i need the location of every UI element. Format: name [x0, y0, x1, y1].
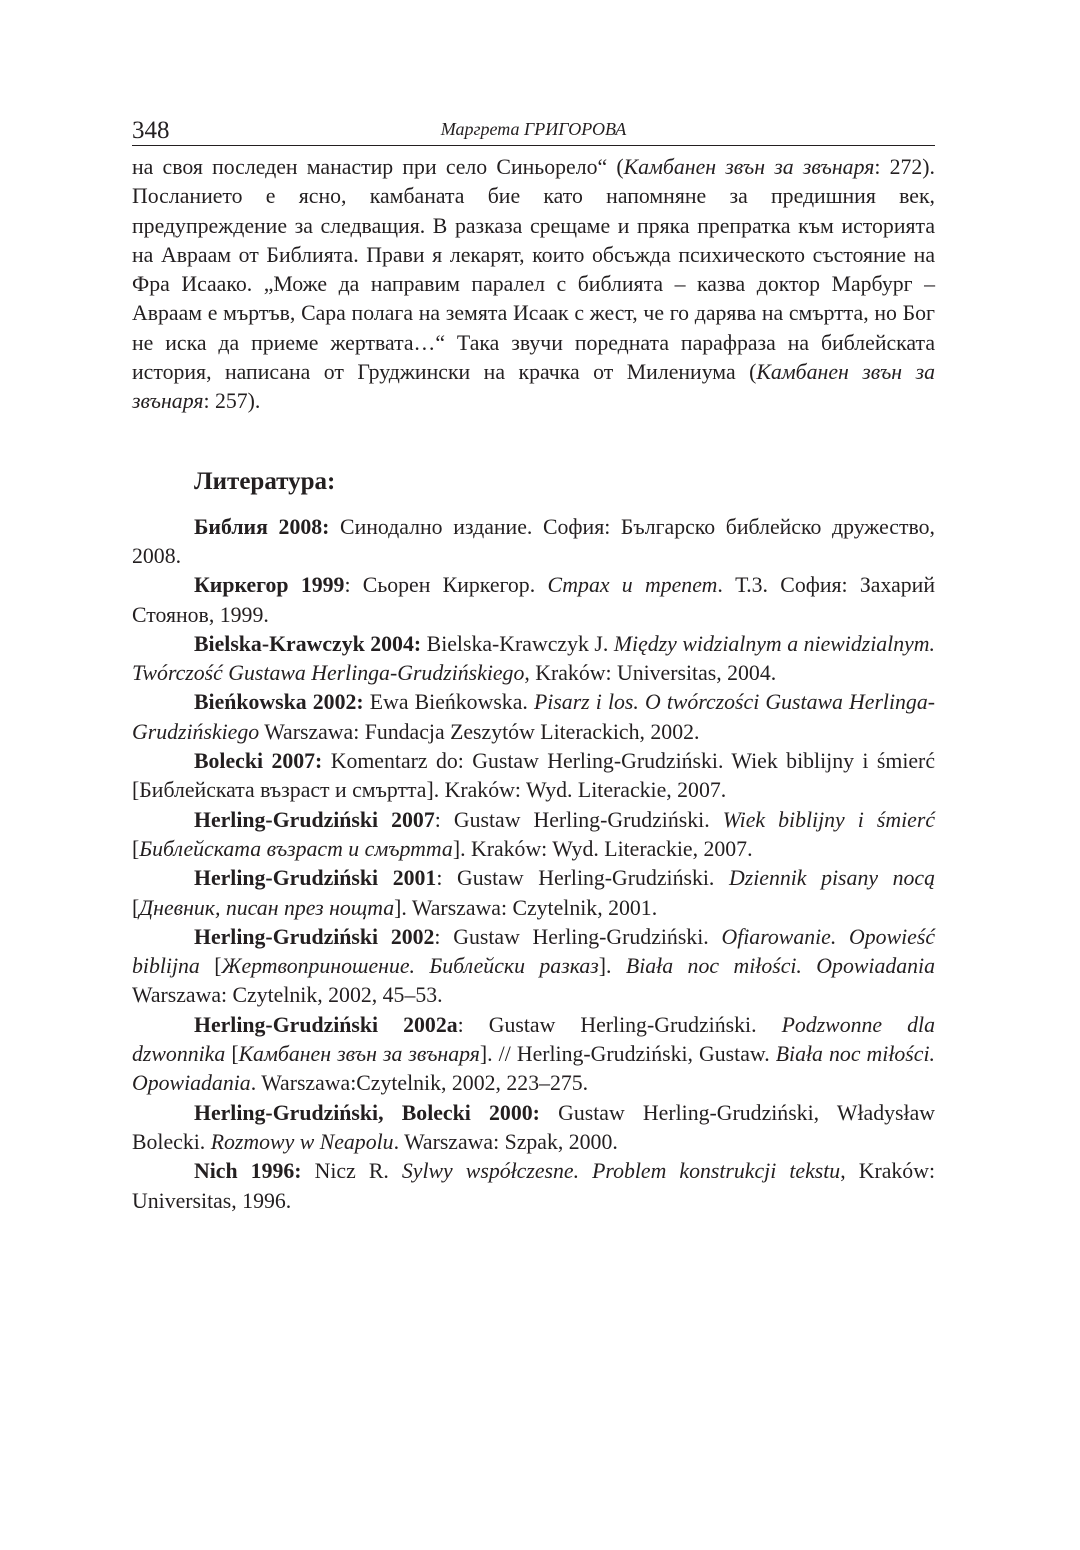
body-paragraph [132, 153, 935, 417]
reference-key: Киркегор 1999 [194, 573, 345, 598]
reference-text: . Warszawa: Szpak, 2000. [393, 1129, 618, 1154]
reference-key: Библия 2008: [194, 514, 330, 539]
reference-text: . Т.3. София: Захарий Стоянов, 1999. [132, 573, 935, 627]
reference-key: Bolecki 2007: [194, 749, 323, 774]
reference-key: Herling-Grudziński 2007 [194, 807, 435, 832]
reference-entry [132, 571, 935, 630]
reference-key: Nich 1996: [194, 1159, 302, 1184]
page [132, 112, 935, 1216]
reference-text: , Kraków: Universitas, 1996. [132, 1159, 935, 1213]
reference-key: Herling-Grudziński, Bolecki 2000: [194, 1100, 540, 1125]
reference-text: Warszawa: Fundacja Zeszytów Literackich, 2002. [259, 719, 700, 744]
reference-entry [132, 1157, 935, 1216]
reference-text: , Kraków: Universitas, 2004. [524, 661, 777, 686]
reference-text: . Warszawa:Czytelnik, 2002, 223–275. [250, 1071, 589, 1096]
reference-list [132, 513, 935, 1216]
body-text-run: : 257). [203, 389, 261, 414]
reference-key: Bielska-Krawczyk 2004: [194, 631, 422, 656]
body-text-run: Камбанен звън за звънаря [132, 360, 935, 414]
reference-entry [132, 1099, 935, 1158]
reference-title: Дневник, писан през нощта [139, 895, 395, 920]
reference-text: [ [199, 954, 222, 979]
reference-title: Biała noc miłości. Opowiadania [625, 954, 935, 979]
reference-text: Ewa Bieńkowska. [363, 690, 534, 715]
body-text-run: : 272). Посланието е ясно, камбаната бие като напомняне за предишния век, предупреждение за следващия. В разказа срещаме и пряка препратка към историята на Авраам от Библията. Прави я лекарят, които обсъжда психическото състояние на Фра Исаако. „Може да направим паралел с библията – казва доктор Марбург – Авраам е мъртъв, Сара полага на земята Исаак с жест, че го дарява на смъртта, но Бог не иска да приеме жертвата…“ Така звучи поредната парафраза на библейската история, написана от Груджински на крачка от Милениума ( [132, 155, 935, 385]
body-text-run: Камбанен звън за звънаря [623, 155, 875, 179]
reference-key: Herling-Grudziński 2002a [194, 1012, 458, 1037]
reference-title: Wiek biblijny i śmierć [722, 807, 936, 832]
reference-title: Dziennik pisany nocą [729, 866, 936, 891]
literature-heading: Литература: [194, 467, 336, 495]
reference-text: [ [132, 836, 140, 861]
reference-entry [132, 688, 935, 747]
page-body [132, 153, 935, 1216]
reference-text: Warszawa: Czytelnik, 2002, 45–53. [132, 983, 443, 1008]
reference-text: : Gustaw Herling-Grudziński. [457, 1012, 782, 1037]
reference-entry [132, 923, 935, 1011]
reference-text: [ [225, 1042, 239, 1067]
page-header [132, 112, 935, 146]
reference-text: Gustaw Herling-Grudziński, Władysław Bolecki. [132, 1100, 935, 1154]
reference-key: Bieńkowska 2002: [194, 690, 364, 715]
reference-text: : Сьорен Киркегор. [344, 573, 548, 598]
reference-entry [132, 806, 935, 865]
page-number: 348 [132, 117, 170, 144]
reference-text: ]. Warszawa: Czytelnik, 2001. [394, 895, 658, 920]
reference-text: Nicz R. [301, 1159, 402, 1184]
reference-title: Biała noc miłości. Opowiadania [132, 1042, 935, 1096]
reference-text: ]. // Herling-Grudziński, Gustaw. [479, 1042, 776, 1067]
reference-text: Синодално издание. София: Българско библейско дружество, 2008. [132, 514, 935, 568]
reference-entry [132, 747, 935, 806]
reference-text: : Gustaw Herling-Grudziński. [434, 807, 723, 832]
reference-title: Жертвоприношение. Библейски разказ [221, 954, 599, 979]
reference-key: Herling-Grudziński 2002 [194, 924, 435, 949]
reference-entry [132, 864, 935, 923]
reference-title: Камбанен звън за звънаря [238, 1042, 480, 1067]
reference-entry [132, 630, 935, 689]
reference-title: Ofiarowanie. Opowieść biblijna [132, 924, 935, 979]
reference-title: Podzwonne dla dzwonnika [132, 1012, 935, 1067]
reference-key: Herling-Grudziński 2001 [194, 866, 437, 891]
reference-title: Rozmowy w Neapolu [210, 1129, 394, 1154]
reference-entry [132, 513, 935, 572]
reference-text: : Gustaw Herling-Grudziński. [434, 924, 722, 949]
reference-text: ]. [598, 954, 626, 979]
reference-text: ]. Kraków: Wyd. Literackie, 2007. [452, 836, 753, 861]
reference-text: Bielska-Krawczyk J. [421, 631, 614, 656]
reference-title: Między widzialnym a niewidzialnym. Twórczość Gustawa Herlinga-Grudzińskiego [132, 631, 936, 686]
reference-text: [ [132, 895, 140, 920]
reference-text: Komentarz do: Gustaw Herling-Grudziński. Wiek biblijny i śmierć [Библейската възраст и смъртта]. Kraków: Wyd. Literackie, 2007. [132, 749, 935, 803]
running-head: Маргрета ГРИГОРОВА [440, 119, 627, 139]
body-text-run: на своя последен манастир при село Синьорело“ ( [132, 155, 624, 179]
reference-entry [132, 1011, 935, 1099]
reference-text: : Gustaw Herling-Grudziński. [436, 866, 729, 891]
reference-title: Библейската възраст и смъртта [139, 836, 453, 861]
reference-title: Sylwy współczesne. Problem konstrukcji tekstu [401, 1159, 841, 1184]
reference-title: Страх и трепет [547, 573, 718, 598]
reference-title: Pisarz i los. O twórczości Gustawa Herlinga-Grudzińskiego [132, 690, 935, 744]
